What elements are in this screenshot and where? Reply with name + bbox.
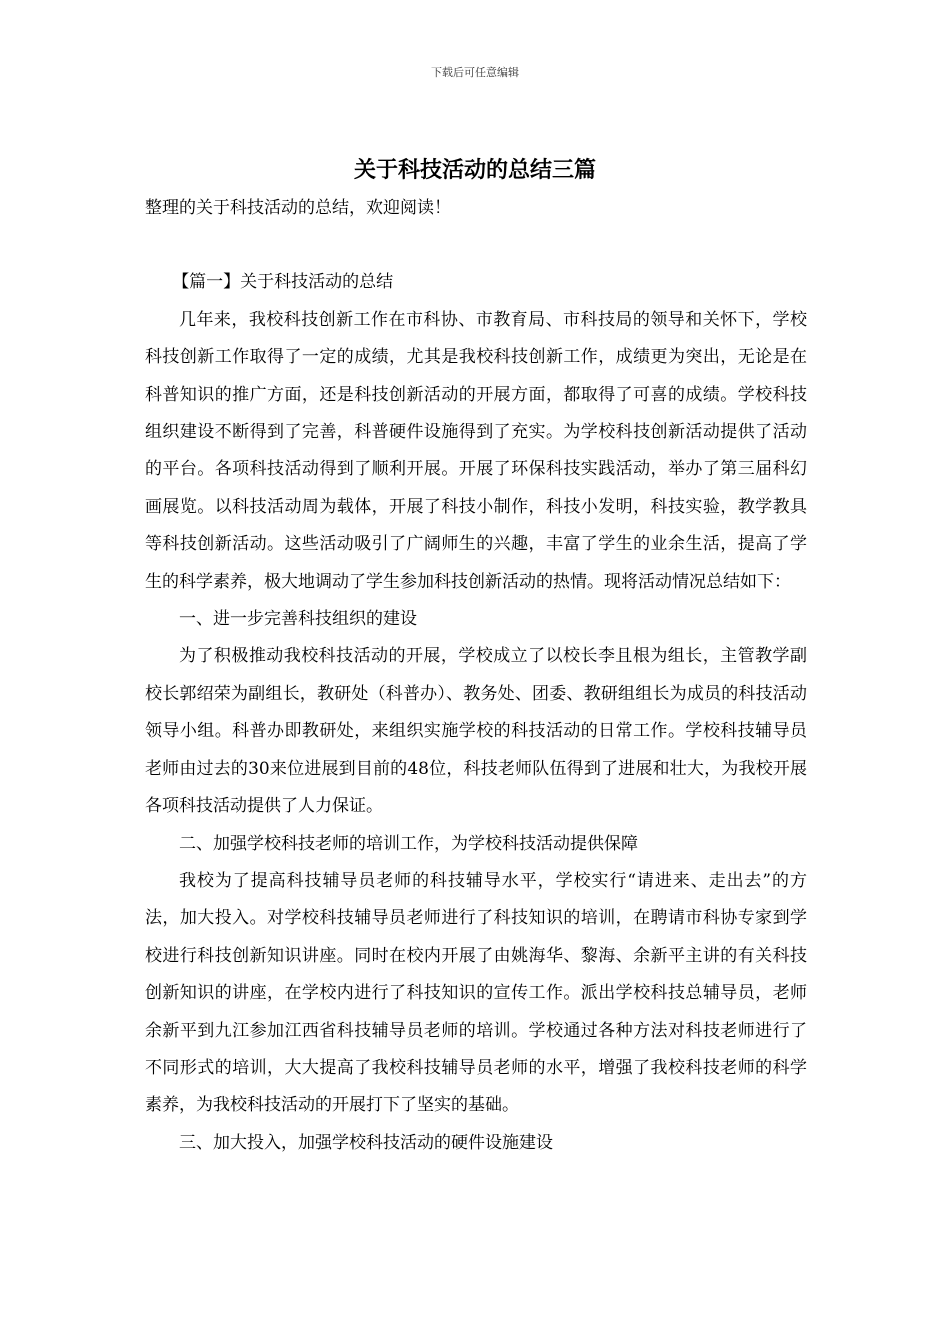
page-header-note: 下载后可任意编辑 — [431, 66, 519, 79]
document-body — [145, 190, 807, 1162]
subsection-heading: 一、进一步完善科技组织的建设 — [179, 609, 417, 630]
page-title: 关于科技活动的总结三篇 — [353, 157, 596, 183]
subsection-heading: 三、加大投入，加强学校科技活动的硬件设施建设 — [179, 1132, 553, 1153]
intro-paragraph: 整理的关于科技活动的总结，欢迎阅读！ — [145, 198, 451, 218]
body-paragraph: 几年来，我校科技创新工作在市科协、市教育局、市科技局的领导和关怀下，学校科技创新工作取得了一定的成绩，尤其是我校科技创新工作，成绩更为突出，无论是在科普知识的推广方面，还是科技创新活动的开展方面，都取得了可喜的成绩。学校科技组织建设不断得到了完善，科普硬件设施得到了充实。为学校科技创新活动提供了活动的平台。各项科技活动得到了顺利开展。开展了环保科技实践活动，举办了第三届科幻画展览。以科技活动周为载体，开展了科技小制作，科技小发明，科技实验，教学教具等科技创新活动。这些活动吸引了广阔师生的兴趣，丰富了学生的业余生活，提高了学生的科学素养，极大地调动了学生参加科技创新活动的热情。现将活动情况总结如下： — [145, 309, 807, 592]
body-paragraph: 为了积极推动我校科技活动的开展，学校成立了以校长李且根为组长，主管教学副校长郭绍荣为副组长，教研处（科普办）、教务处、团委、教研组组长为成员的科技活动领导小组。科普办即教研处，来组织实施学校的科技活动的日常工作。学校科技辅导员老师由过去的30来位进展到目前的48位，科技老师队伍得到了进展和壮大，为我校开展各项科技活动提供了人力保证。 — [145, 646, 807, 817]
body-paragraph: 我校为了提高科技辅导员老师的科技辅导水平，学校实行“请进来、走出去”的方法，加大投入。对学校科技辅导员老师进行了科技知识的培训，在聘请市科协专家到学校进行科技创新知识讲座。同时在校内开展了由姚海华、黎海、余新平主讲的有关科技创新知识的讲座，在学校内进行了科技知识的宣传工作。派出学校科技总辅导员，老师余新平到九江参加江西省科技辅导员老师的培训。学校通过各种方法对科技老师进行了不同形式的培训，大大提高了我校科技辅导员老师的水平，增强了我校科技老师的科学素养，为我校科技活动的开展打下了坚实的基础。 — [145, 870, 807, 1116]
subsection-heading: 二、加强学校科技老师的培训工作，为学校科技活动提供保障 — [179, 833, 638, 854]
section-heading: 【篇一】关于科技活动的总结 — [172, 272, 394, 293]
